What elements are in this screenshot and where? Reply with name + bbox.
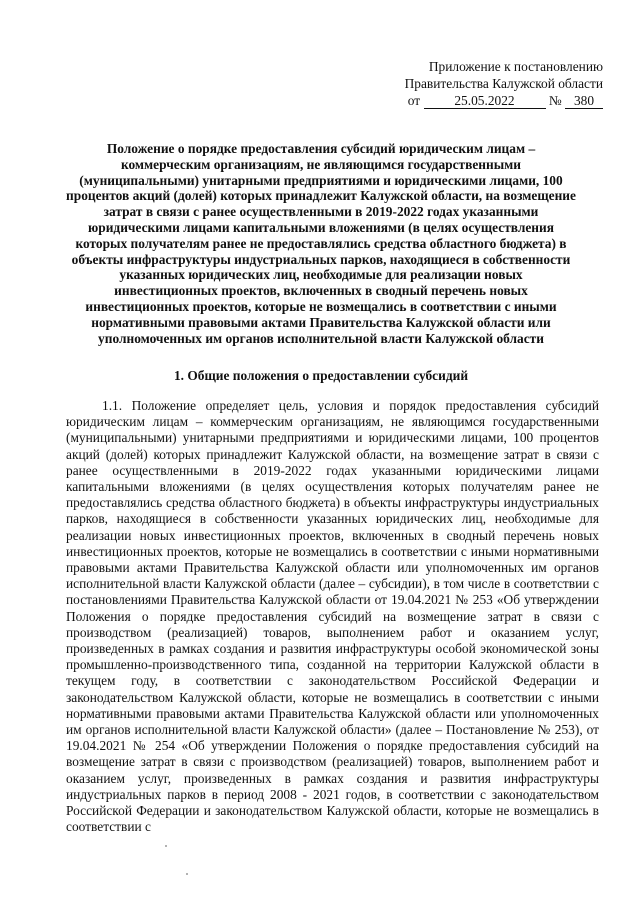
number-prefix: №: [548, 93, 562, 108]
section-heading: 1. Общие положения о предоставлении субсидий: [173, 368, 469, 383]
date-prefix: от: [407, 93, 421, 108]
paragraph-1-1: 1.1. Положение определяет цель, условия и порядок предоставления субсидий юридическим лицам – коммерческим организациям, не являющимся государственными (муниципальными) унитарными предприятиями и юридическими лицами, 100 процентов акций (долей) которых принадлежит Калужской области, на возмещение затрат в связи с ранее осуществленными в 2019-2022 годах указанными юридическими лицами капитальными вложениями (в целях осуществления которых получателям ранее не предоставлялись средства областного бюджета) в объекты инфраструктуры индустриальных парков, находящиеся в собственности указанных юридических лиц, необходимые для реализации новых инвестиционных проектов, включенных в сводный перечень новых инвестиционных проектов, которые не возмещались в соответствии с иными нормативными правовыми актами Правительства Калужской области или уполномоченных им органов исполнительной власти Калужской области (далее – субсидии), в том числе в соответствии с постановлениями Правительства Калужской области от 19.04.2021 № 253 «Об утверждении Положения о порядке предоставления субсидий на возмещение затрат в связи с производством (реализацией) товаров, выполнением работ и оказанием услуг, произведенных в рамках создания и развития инфраструктуры особой экономической зоны промышленно-производственного типа, созданной на территории Калужской области в текущем году, в соответствии с законодательством Российской Федерации и законодательством Калужской области, которые не возмещались в соответствии с иными нормативными правовыми актами Правительства Калужской области или уполномоченных им органов исполнительной власти Калужской области» (далее – Постановление № 253), от 19.04.2021 № 254 «Об утверждении Положения о порядке предоставления субсидий на возмещение затрат в связи с производством (реализацией) товаров, выполнением работ и оказанием услуг, произведенных в рамках создания и развития инфраструктуры индустриальных парков в период 2008 - 2021 годов, в соответствии с законодательством Российской Федерации и законодательством Калужской области, которые не возмещались в соответствии с: [66, 398, 599, 835]
header-appendix-line: Приложение к постановлению: [428, 59, 603, 74]
header-date-number-line: [353, 92, 603, 109]
header-government-line: Правительства Калужской области: [404, 76, 603, 91]
resolution-number: 380: [565, 94, 603, 109]
scan-speck: [165, 845, 167, 847]
scan-speck: [186, 873, 188, 875]
document-title: Положение о порядке предоставления субсидий юридическим лицам – коммерческим организациям, не являющимся государственными (муниципальными) унитарными предприятиями и юридическими лицами, 100 процентов акций (долей) которых принадлежит Калужской области, на возмещение затрат в связи с ранее осуществленными в 2019-2022 годах указанными юридическими лицами капитальными вложениями (в целях осуществления которых получателям ранее не предоставлялись средства областного бюджета) в объекты инфраструктуры индустриальных парков, находящиеся в собственности указанных юридических лиц, необходимые для реализации новых инвестиционных проектов, включенных в сводный перечень новых инвестиционных проектов, которые не возмещались в соответствии с иными нормативными правовыми актами Правительства Калужской области или уполномоченных им органов исполнительной власти Калужской области: [66, 141, 576, 346]
resolution-header: [353, 58, 603, 109]
resolution-date: 25.05.2022: [424, 94, 546, 109]
